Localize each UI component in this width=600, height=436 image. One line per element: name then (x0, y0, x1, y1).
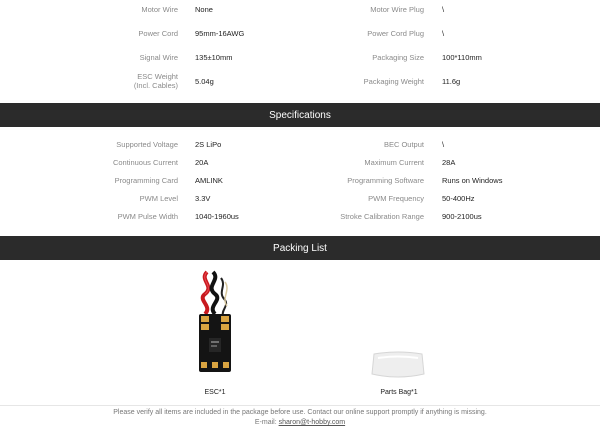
spec-label: PWM Pulse Width (117, 212, 178, 221)
footer (0, 408, 600, 428)
footer-notice: Please verify all items are included in the package before use. Contact our online support promptly if anything is missing. (113, 409, 487, 416)
spec-row (0, 212, 600, 228)
spec-value: 135±10mm (195, 53, 233, 62)
specifications-header (0, 103, 600, 127)
spec-row (0, 29, 600, 45)
email-prefix: E-mail: (254, 419, 279, 426)
spec-value: None (195, 5, 213, 14)
parts-bag-image (370, 350, 426, 380)
spec-label: PWM Frequency (368, 194, 424, 203)
packing-item-label: Parts Bag*1 (380, 389, 418, 396)
spec-row (0, 72, 600, 92)
spec-value: \ (442, 5, 445, 14)
spec-value: 900-2100us (442, 212, 482, 221)
spec-label: Motor Wire Plug (370, 5, 424, 14)
spec-label: Motor Wire (141, 5, 178, 14)
spec-value: 3.3V (195, 194, 211, 203)
spec-row (0, 5, 600, 21)
spec-label: PWM Level (139, 194, 178, 203)
spec-value: 50-400Hz (442, 194, 475, 203)
spec-label: Continuous Current (112, 158, 178, 167)
spec-row (0, 158, 600, 174)
spec-label: Supported Voltage (116, 140, 178, 149)
spec-label: Power Cord Plug (367, 29, 424, 38)
spec-label: Maximum Current (364, 158, 424, 167)
spec-row (0, 176, 600, 192)
spec-label: Programming Software (347, 176, 424, 185)
email-link[interactable]: sharon@t-hobby.com (278, 419, 346, 426)
spec-value: 20A (195, 158, 209, 167)
spec-label: Packaging Weight (363, 77, 424, 86)
spec-value: 2S LiPo (195, 140, 222, 149)
spec-value: 5.04g (195, 77, 214, 86)
spec-label: Power Cord (138, 29, 178, 38)
packing-item-label: ESC*1 (204, 389, 226, 396)
section-title: Packing List (273, 242, 327, 254)
packing-list-header (0, 236, 600, 260)
parts-bag-illustration (370, 350, 426, 380)
esc-illustration (185, 270, 245, 380)
spec-value: \ (442, 140, 445, 149)
esc-image (185, 270, 245, 380)
spec-value: 100*110mm (442, 53, 482, 62)
section-title: Specifications (269, 109, 331, 121)
spec-row (0, 140, 600, 156)
spec-label-sub: (Incl. Cables) (133, 81, 178, 90)
footer-contact (0, 418, 600, 428)
spec-label: Programming Card (114, 176, 178, 185)
spec-label: BEC Output (383, 140, 424, 149)
spec-row (0, 194, 600, 210)
spec-label: ESC Weight (137, 72, 178, 81)
spec-value: 95mm-16AWG (195, 29, 245, 38)
spec-label: Packaging Size (372, 53, 424, 62)
spec-value: \ (442, 29, 445, 38)
spec-value: 11.6g (442, 77, 461, 86)
spec-row (0, 53, 600, 69)
spec-value: AMLINK (195, 176, 223, 185)
spec-label: Stroke Calibration Range (340, 212, 424, 221)
spec-value: Runs on Windows (442, 176, 503, 185)
spec-label: Signal Wire (139, 53, 178, 62)
spec-value: 28A (442, 158, 456, 167)
spec-value: 1040-1960us (195, 212, 239, 221)
footer-divider (0, 405, 600, 406)
